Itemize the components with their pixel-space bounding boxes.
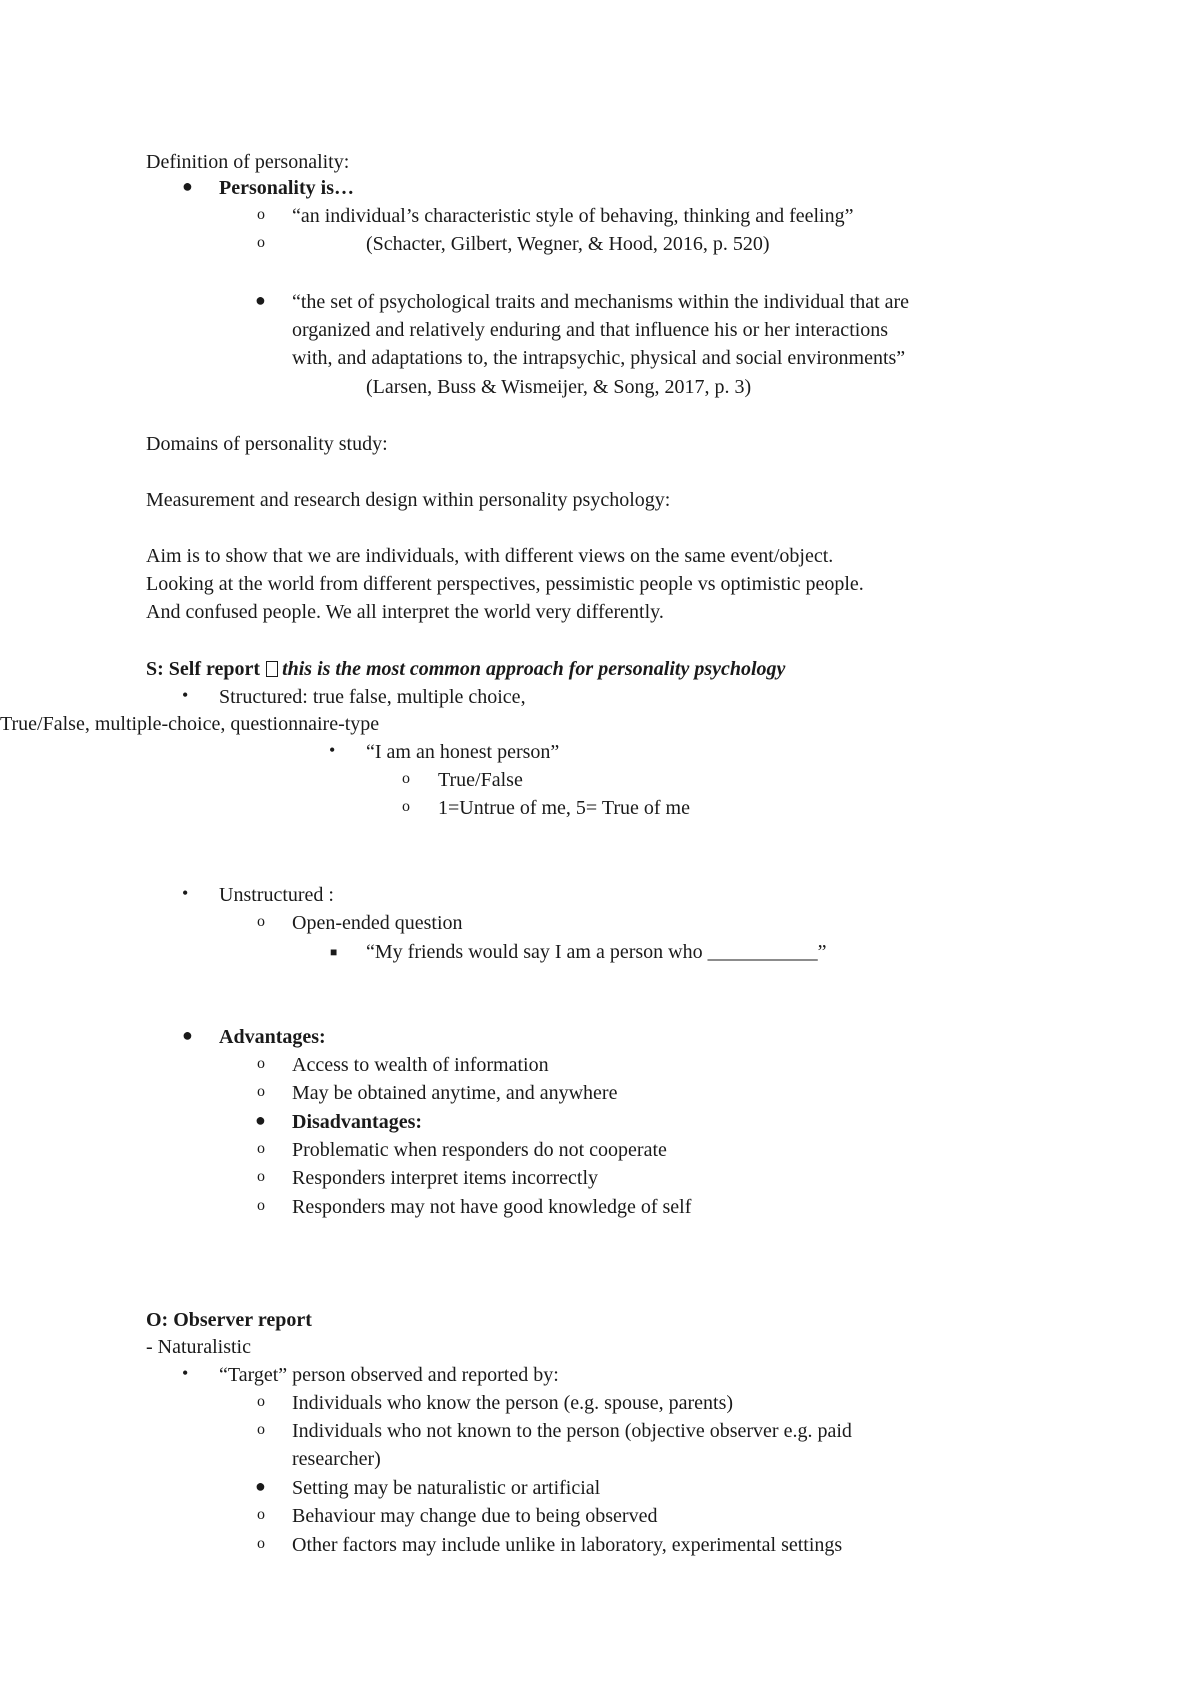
- bullet-icon: ●: [255, 290, 266, 310]
- observer-who-1: Individuals who know the person (e.g. spouse, parents): [292, 1392, 734, 1414]
- circle-bullet-icon: o: [257, 1421, 265, 1438]
- personality-is-label: Personality is…: [219, 177, 354, 199]
- disadvantage-2: Responders interpret items incorrectly: [292, 1167, 599, 1189]
- circle-bullet-icon: o: [257, 1083, 265, 1100]
- circle-bullet-icon: o: [257, 1197, 265, 1214]
- aim-line-1: Aim is to show that we are individuals, with different views on the same event/object.: [146, 545, 834, 567]
- quote-1: “an individual’s characteristic style of behaving, thinking and feeling”: [292, 205, 854, 227]
- arrow-icon: [266, 661, 278, 677]
- circle-bullet-icon: o: [402, 770, 410, 787]
- circle-bullet-icon: o: [257, 1168, 265, 1185]
- advantage-2: May be obtained anytime, and anywhere: [292, 1082, 618, 1104]
- bullet-icon: •: [182, 1363, 189, 1383]
- bullet-icon: •: [182, 883, 189, 903]
- advantages-label: Advantages:: [219, 1026, 326, 1048]
- naturalistic-label: - Naturalistic: [146, 1336, 251, 1358]
- circle-bullet-icon: o: [257, 913, 265, 930]
- bullet-icon: ●: [255, 1476, 266, 1496]
- setting-line: Setting may be naturalistic or artificial: [292, 1477, 601, 1499]
- aim-line-2: Looking at the world from different perspectives, pessimistic people vs optimistic people.: [146, 573, 864, 595]
- advantage-1: Access to wealth of information: [292, 1054, 549, 1076]
- circle-bullet-icon: o: [257, 1535, 265, 1552]
- disadvantage-3: Responders may not have good knowledge of self: [292, 1196, 692, 1218]
- aim-line-3: And confused people. We all interpret the world very differently.: [146, 601, 664, 623]
- observer-heading: O: Observer report: [146, 1309, 312, 1331]
- self-report-heading: S: Self report: [146, 658, 261, 680]
- structured-label: Structured: true false, multiple choice,: [219, 686, 526, 708]
- citation-1: (Schacter, Gilbert, Wegner, & Hood, 2016, p. 520): [366, 233, 770, 255]
- behaviour-line: Behaviour may change due to being observed: [292, 1505, 658, 1527]
- bullet-icon: ●: [255, 1110, 266, 1130]
- other-factors-line: Other factors may include unlike in laboratory, experimental settings: [292, 1534, 843, 1556]
- disadvantage-1: Problematic when responders do not cooperate: [292, 1139, 667, 1161]
- quote-2-line-2: organized and relatively enduring and that influence his or her interactions: [292, 319, 889, 341]
- square-bullet-icon: ■: [330, 945, 338, 959]
- target-line: “Target” person observed and reported by:: [219, 1364, 559, 1386]
- example-statement: “I am an honest person”: [366, 741, 560, 763]
- self-report-line: [146, 659, 785, 679]
- disadvantages-label: Disadvantages:: [292, 1111, 423, 1133]
- circle-bullet-icon: o: [402, 798, 410, 815]
- circle-bullet-icon: o: [257, 1055, 265, 1072]
- circle-bullet-icon: o: [257, 1393, 265, 1410]
- observer-who-2-line-2: researcher): [292, 1448, 381, 1470]
- circle-bullet-icon: o: [257, 234, 265, 251]
- circle-bullet-icon: o: [257, 206, 265, 223]
- circle-bullet-icon: o: [257, 1140, 265, 1157]
- option-true-false: True/False: [438, 769, 523, 791]
- structured-types: True/False, multiple-choice, questionnaire-type: [0, 713, 380, 735]
- unstructured-label: Unstructured :: [219, 884, 334, 906]
- quote-2-line-3: with, and adaptations to, the intrapsychic, physical and social environments”: [292, 347, 906, 369]
- bullet-icon: •: [182, 685, 189, 705]
- definition-heading: Definition of personality:: [146, 151, 350, 173]
- bullet-icon: ●: [182, 1025, 193, 1045]
- observer-who-2-line-1: Individuals who not known to the person (objective observer e.g. paid: [292, 1420, 852, 1442]
- option-scale: 1=Untrue of me, 5= True of me: [438, 797, 690, 819]
- measurement-heading: Measurement and research design within personality psychology:: [146, 489, 671, 511]
- self-report-note: this is the most common approach for personality psychology: [282, 658, 786, 680]
- bullet-icon: ●: [182, 176, 193, 196]
- circle-bullet-icon: o: [257, 1506, 265, 1523]
- citation-2: (Larsen, Buss & Wismeijer, & Song, 2017, p. 3): [366, 376, 752, 398]
- open-ended-label: Open-ended question: [292, 912, 463, 934]
- bullet-icon: •: [329, 740, 336, 760]
- open-ended-example: “My friends would say I am a person who ___________”: [366, 941, 827, 963]
- quote-2-line-1: “the set of psychological traits and mechanisms within the individual that are: [292, 291, 910, 313]
- domains-heading: Domains of personality study:: [146, 433, 388, 455]
